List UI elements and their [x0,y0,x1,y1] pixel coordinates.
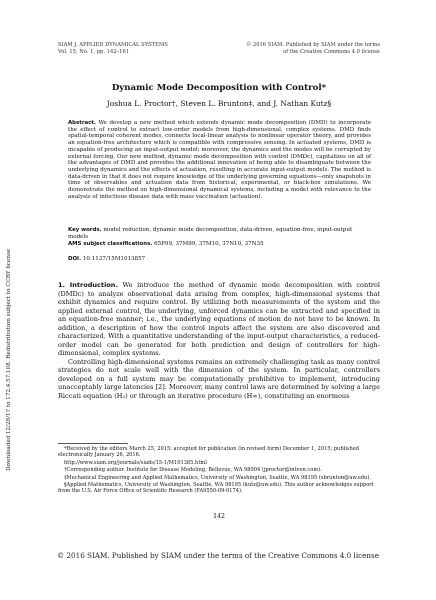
footnotes [58,446,380,496]
introduction-section [58,281,380,400]
journal-name: SIAM J. APPLIED DYNAMICAL SYSTEMS [58,42,168,48]
download-notice: Downloaded 12/28/17 to 172.4.57.108. Redistribution subject to CCBY license [6,248,12,472]
paper-title: Dynamic Mode Decomposition with Control* [111,83,327,93]
ams-text: 65P99, 37M99, 37M10, 37N10, 37N35 [154,241,264,247]
footnote-received: *Received by the editors March 25, 2015; accepted for publication (in revised form) December 1, 2015; published electronically January 26, 2016. [58,446,360,459]
intro-paragraph-1 [58,281,380,358]
intro-text-1: We introduce the method of dynamic mode decomposition with control (DMDc) to analyze observational data arising from complex, high-dimensional systems that exhibit dynamics and require control. By utilizing both measurements of the system and the applied external control, the underlying, unforced dynamics can be extracted and specified in an equation-free manner; i.e., the underlying equations of motion do not have to be known. In addition, a description of how the control inputs affect the system are also discovered and characterized. With a quantitative understanding of the input-output characteristics, a reduced-order model can be generated for both prediction and design of controllers for high-dimensional, complex systems. [58,281,380,357]
license-line: of the Creative Commons 4.0 license [283,48,380,55]
abstract-text: We develop a new method which extends dynamic mode decomposition (DMD) to incorporate the effect of control to extract low-order models from high-dimensional, complex systems. DMD finds spatial-temporal coherent modes, connects local-linear analysis to nonlinear operator theory, and provides an equation-free architecture which is compatible with compressive sensing. In actuated systems, DMD is incapable of producing an input-output model; moreover, the dynamics and the modes will be corrupted by external forcing. Our new method, dynamic mode decomposition with control (DMDc), capitalizes on all of the advantages of DMD and provides the additional innovation of being able to disambiguate between the underlying dynamics and the effects of actuation, resulting in accurate input-output models. The method is data-driven in that it does not require knowledge of the underlying governing equations—only snapshots in time of observables and actuation data from historical, experimental, or black-box simulations. We demonstrate the method on high-dimensional dynamical systems, including a model with relevance to the analysis of infectious disease data with mass vaccination (actuation). [68,120,371,200]
paper-page [58,0,380,600]
footnote-rule [58,443,128,444]
running-header-left [58,42,168,55]
ams-label: AMS subject classifications. [68,241,153,247]
footnote-brunton: ‡Mechanical Engineering and Applied Mathematics, University of Washington, Seattle, WA 98195 (sbrunton@uw.edu). [64,474,372,481]
footnote-kutz: §Applied Mathematics, University of Washington, Seattle, WA 98195 (kutz@uw.edu). This author acknowledges support from the U.S. Air Force Office of Scientific Research (FA9550-09-0174). [58,482,374,495]
intro-text-2: Controlling high-dimensional systems remains an extremely challenging task as many control strategies do not scale well with the dimension of the system. In particular, controllers developed on a full system may be computationally prohibitive to implement, introducing unacceptably large latencies [2]. Moreover, many control laws are determined by solving a large Riccati equation (H₂) or through an iterative procedure (H∞), constituting an enormous [58,357,380,400]
section-heading: 1. Introduction. [58,281,118,289]
doi-text: 10.1137/15M1013857 [82,256,146,262]
doi-block [68,256,371,263]
footnote-proctor: †Corresponding author. Institute for Disease Modeling, Bellevue, WA 98004 (jproctor@intven.com). [64,467,322,474]
keywords-label: Key words. [68,227,102,233]
page-number: 142 [213,513,225,520]
abstract-block [68,120,371,200]
footnote-url: http://www.siam.org/journals/siads/15-1/M101385.html [64,459,207,466]
abstract-label: Abstract. [68,120,96,126]
keywords-block [68,227,371,240]
intro-paragraph-2 [58,358,380,401]
running-header-right [246,42,380,55]
footer-license: © 2016 SIAM. Published by SIAM under the terms of the Creative Commons 4.0 license [57,551,379,560]
volume-info: Vol. 15, No. 1, pp. 142–161 [58,48,130,55]
ams-block [68,241,371,248]
keywords-text: model reduction, dynamic mode decomposition, data-driven, equation-free, input-output models [68,227,353,240]
doi-label: DOI. [68,256,82,262]
paper-authors: Joshua L. Proctor†, Steven L. Brunton‡, and J. Nathan Kutz§ [106,99,332,108]
copyright-line: © 2016 SIAM. Published by SIAM under the terms [246,42,380,48]
